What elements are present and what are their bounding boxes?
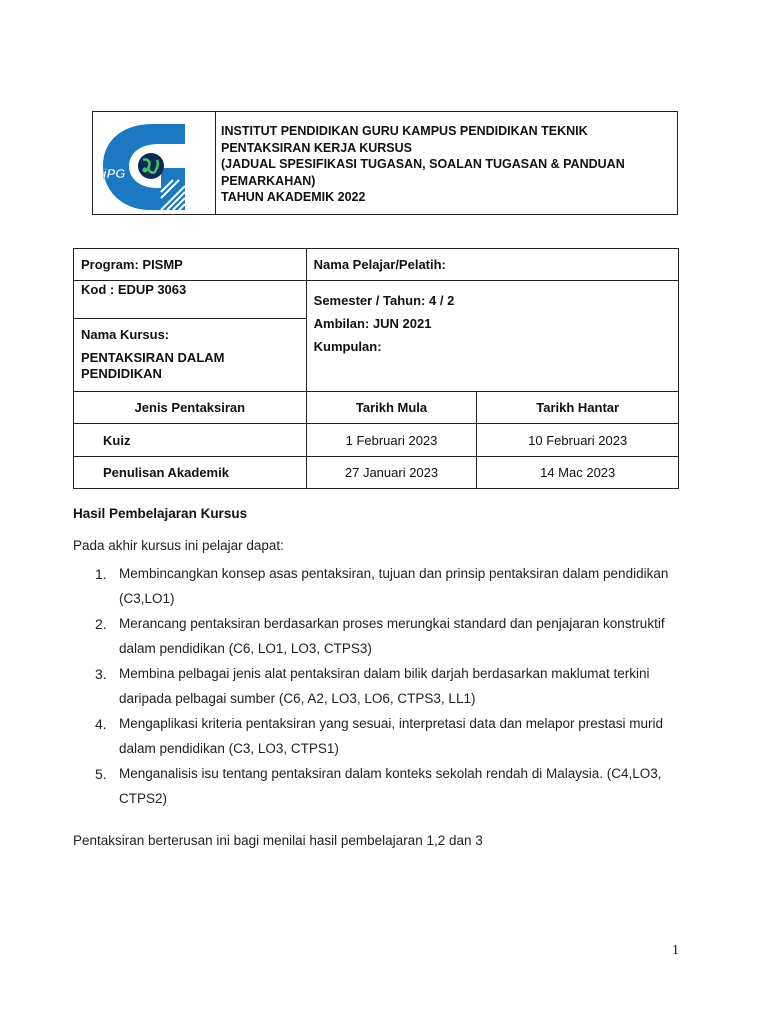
outcomes-intro: Pada akhir kursus ini pelajar dapat:	[73, 538, 284, 553]
intake-text: Ambilan: JUN 2021	[313, 316, 432, 331]
closing-statement: Pentaksiran berterusan ini bagi menilai hasil pembelajaran 1,2 dan 3	[73, 833, 483, 848]
list-item	[95, 762, 679, 811]
semester-cell	[306, 281, 678, 392]
list-number: 5.	[95, 766, 107, 782]
header-submit-date: Tarikh Hantar	[477, 392, 679, 424]
course-name-label: Nama Kursus:	[81, 327, 170, 342]
header-line-year: TAHUN AKADEMIK 2022	[221, 190, 366, 204]
outcomes-list	[73, 562, 679, 812]
start-date: 27 Januari 2023	[306, 457, 477, 489]
section-title: Hasil Pembelajaran Kursus	[73, 506, 248, 521]
submit-date: 10 Februari 2023	[477, 424, 679, 457]
submit-date: 14 Mac 2023	[477, 457, 679, 489]
list-text: Menganalisis isu tentang pentaksiran dalam konteks sekolah rendah di Malaysia. (C4,LO3, CTPS2)	[119, 766, 662, 806]
document-header	[92, 111, 678, 215]
header-assessment-type: Jenis Pentaksiran	[74, 392, 307, 424]
table-row	[74, 424, 679, 457]
header-divider	[215, 112, 216, 214]
group-text: Kumpulan:	[313, 339, 382, 354]
header-line-marking: PEMARKAHAN)	[221, 173, 316, 188]
list-text: Merancang pentaksiran berdasarkan proses merungkai standard dan penjajaran konstruktif dalam pendidikan (C6, LO1, LO3, CTPS3)	[119, 616, 665, 656]
list-number: 3.	[95, 666, 107, 682]
assessment-type: Penulisan Akademik	[74, 457, 307, 489]
list-item	[95, 712, 679, 761]
ipg-logo	[99, 118, 209, 212]
start-date: 1 Februari 2023	[306, 424, 477, 457]
semester-text: Semester / Tahun: 4 / 2	[313, 293, 455, 308]
list-item	[95, 562, 679, 611]
header-start-date: Tarikh Mula	[306, 392, 477, 424]
header-line-assessment: PENTAKSIRAN KERJA KURSUS	[221, 140, 412, 155]
list-item	[95, 662, 679, 711]
list-text: Membincangkan konsep asas pentaksiran, tujuan dan prinsip pentaksiran dalam pendidikan (C3,LO1)	[119, 566, 669, 606]
course-code-cell: Kod : EDUP 3063	[74, 281, 307, 319]
list-number: 1.	[95, 566, 107, 582]
assessment-type: Kuiz	[74, 424, 307, 457]
course-name-cell	[74, 319, 307, 392]
course-name-value: PENTAKSIRAN DALAM PENDIDIKAN	[81, 350, 225, 381]
header-title-block	[221, 123, 671, 206]
page-number: 1	[672, 943, 679, 958]
student-name-cell: Nama Pelajar/Pelatih:	[306, 249, 678, 281]
header-line-institute: INSTITUT PENDIDIKAN GURU KAMPUS PENDIDIKAN TEKNIK	[221, 124, 588, 138]
list-text: Membina pelbagai jenis alat pentaksiran dalam bilik darjah berdasarkan maklumat terkini daripada pelbagai sumber (C6, A2, LO3, LO6, CTPS3, LL1)	[119, 666, 650, 706]
list-text: Mengaplikasi kriteria pentaksiran yang sesuai, interpretasi data dan melapor prestasi murid dalam pendidikan (C3, LO3, CTPS1)	[119, 716, 664, 756]
header-line-schedule: (JADUAL SPESIFIKASI TUGASAN, SOALAN TUGASAN & PANDUAN	[221, 157, 625, 171]
program-cell: Program: PISMP	[74, 249, 307, 281]
list-item	[95, 612, 679, 661]
list-number: 4.	[95, 716, 107, 732]
table-row	[74, 457, 679, 489]
course-info-table	[73, 248, 679, 489]
list-number: 2.	[95, 616, 107, 632]
svg-text:iPG: iPG	[103, 166, 126, 181]
